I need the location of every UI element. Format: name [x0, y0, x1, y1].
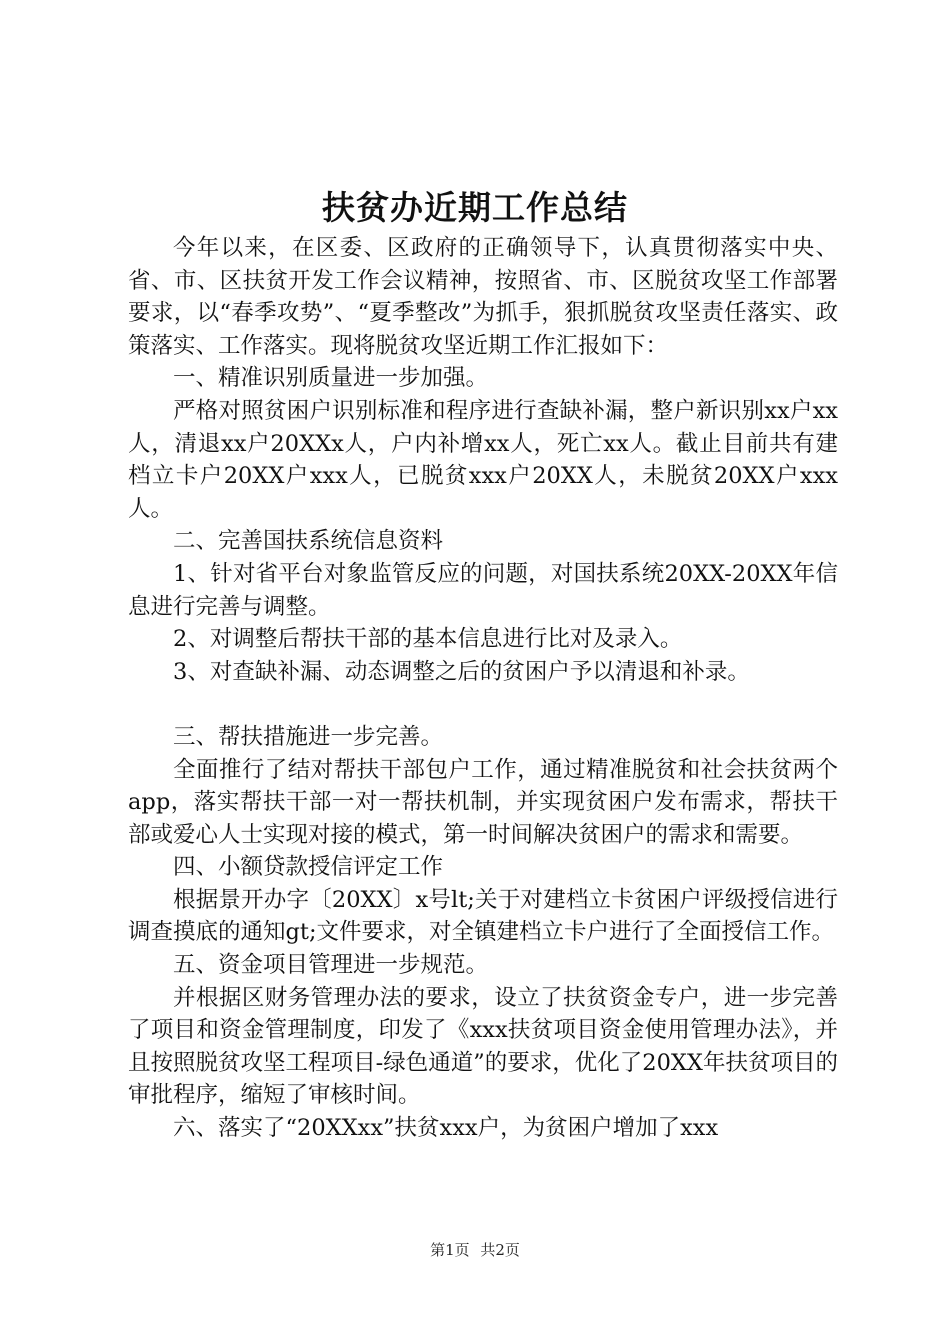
document-title: 扶贫办近期工作总结: [322, 188, 628, 227]
page-total: 共2页: [480, 1241, 520, 1259]
list-item-2: 2、对调整后帮扶干部的基本信息进行比对及录入。: [173, 626, 683, 653]
section-paragraph-5: 并根据区财务管理办法的要求，设立了扶贫资金专户，进一步完善了项目和资金管理制度，印发了《xxx扶贫项目资金使用管理办法》，并且按照脱贫攻坚工程项目-绿色通道”的要求，优化了20XX年扶贫项目的审批程序，缩短了审核时间。: [128, 984, 838, 1109]
intro-paragraph: 今年以来，在区委、区政府的正确领导下，认真贯彻落实中央、省、市、区扶贫开发工作会议精神，按照省、市、区脱贫攻坚工作部署要求，以“春季攻势”、“夏季整改”为抓手，狠抓脱贫攻坚责任落实、政策落实、工作落实。现将脱贫攻坚近期工作汇报如下：: [128, 235, 838, 359]
section-paragraph-1: 严格对照贫困户识别标准和程序进行查缺补漏，整户新识别xx户xx人，清退xx户20XXx人，户内补增xx人，死亡xx人。截止目前共有建档立卡户20XX户xxx人，已脱贫xxx户20XX人，未脱贫20XX户xxx人。: [128, 397, 838, 522]
section-heading-3: 三、帮扶措施进一步完善。: [173, 723, 444, 750]
section-heading-2: 二、完善国扶系统信息资料: [173, 528, 444, 555]
list-item-1: 1、针对省平台对象监管反应的问题，对国扶系统20XX-20XX年信息进行完善与调整。: [128, 560, 838, 620]
section-heading-1: 一、精准识别质量进一步加强。: [173, 365, 489, 392]
section-paragraph-4: 根据景开办字〔20XX〕x号lt;关于对建档立卡贫困户评级授信进行调查摸底的通知gt;文件要求，对全镇建档立卡户进行了全面授信工作。: [128, 886, 838, 946]
section-heading-4: 四、小额贷款授信评定工作: [173, 854, 444, 881]
document-body: [128, 232, 838, 1145]
page-number: 第1页: [430, 1241, 470, 1259]
section-paragraph-3: 全面推行了结对帮扶干部包户工作，通过精准脱贫和社会扶贫两个app，落实帮扶干部一对一帮扶机制，并实现贫困户发布需求，帮扶干部或爱心人士实现对接的模式，第一时间解决贫困户的需求和需要。: [128, 756, 838, 848]
list-item-3: 3、对查缺补漏、动态调整之后的贫困户予以清退和补录。: [173, 658, 750, 685]
page-footer: [0, 1240, 950, 1260]
blank-line: [128, 688, 838, 721]
section-heading-6: 六、落实了“20XXxx”扶贫xxx户，为贫困户增加了xxx: [173, 1115, 719, 1142]
section-heading-5: 五、资金项目管理进一步规范。: [173, 952, 489, 979]
